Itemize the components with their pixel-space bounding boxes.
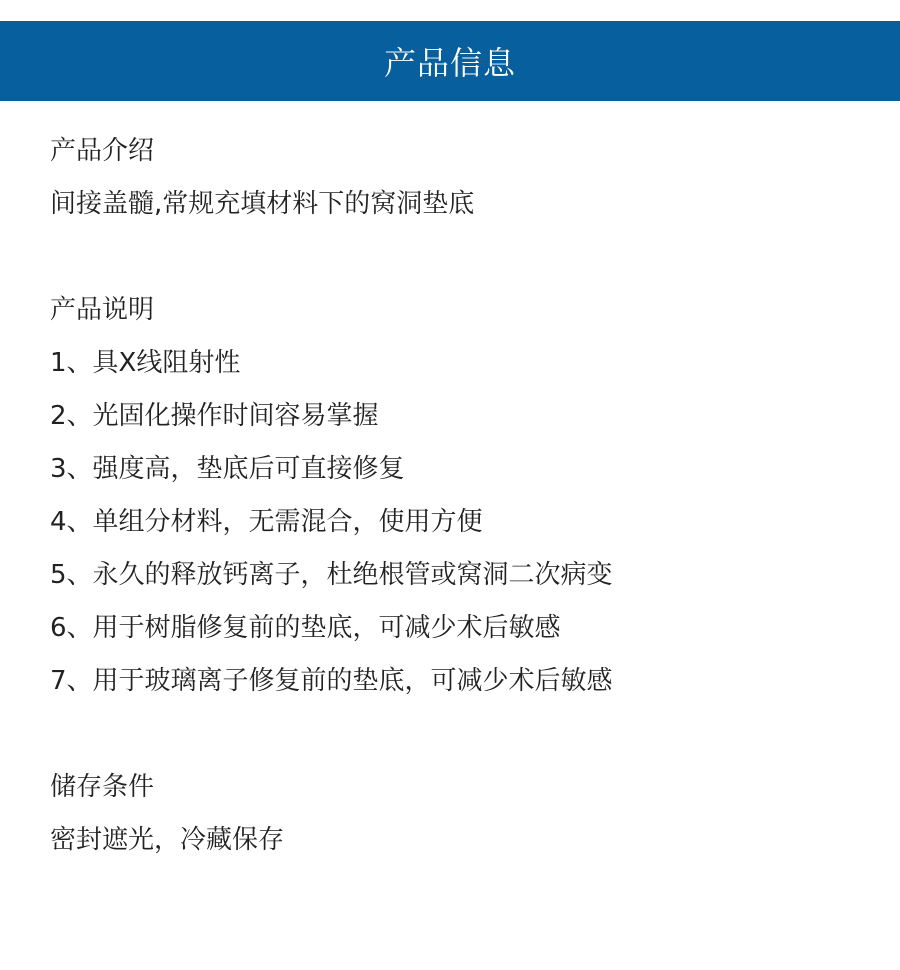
description-item: 1、具X线阻射性 <box>50 348 241 378</box>
intro-text: 间接盖髓,常规充填材料下的窝洞垫底 <box>50 189 475 219</box>
description-heading: 产品说明 <box>50 295 155 325</box>
header-banner <box>0 21 900 101</box>
storage-text: 密封遮光，冷藏保存 <box>50 825 285 855</box>
section-spacer <box>50 708 870 761</box>
description-item: 2、光固化操作时间容易掌握 <box>50 401 379 431</box>
description-item: 6、用于树脂修复前的垫底，可减少术后敏感 <box>50 613 561 643</box>
description-item: 3、强度高，垫底后可直接修复 <box>50 454 405 484</box>
page-title: 产品信息 <box>383 44 516 82</box>
intro-heading: 产品介绍 <box>50 136 155 166</box>
section-spacer <box>50 231 870 284</box>
description-item: 4、单组分材料，无需混合，使用方便 <box>50 507 483 537</box>
description-item: 7、用于玻璃离子修复前的垫底，可减少术后敏感 <box>50 666 613 696</box>
storage-heading: 储存条件 <box>50 772 155 802</box>
product-info-content <box>50 125 870 867</box>
description-item: 5、永久的释放钙离子，杜绝根管或窝洞二次病变 <box>50 560 613 590</box>
